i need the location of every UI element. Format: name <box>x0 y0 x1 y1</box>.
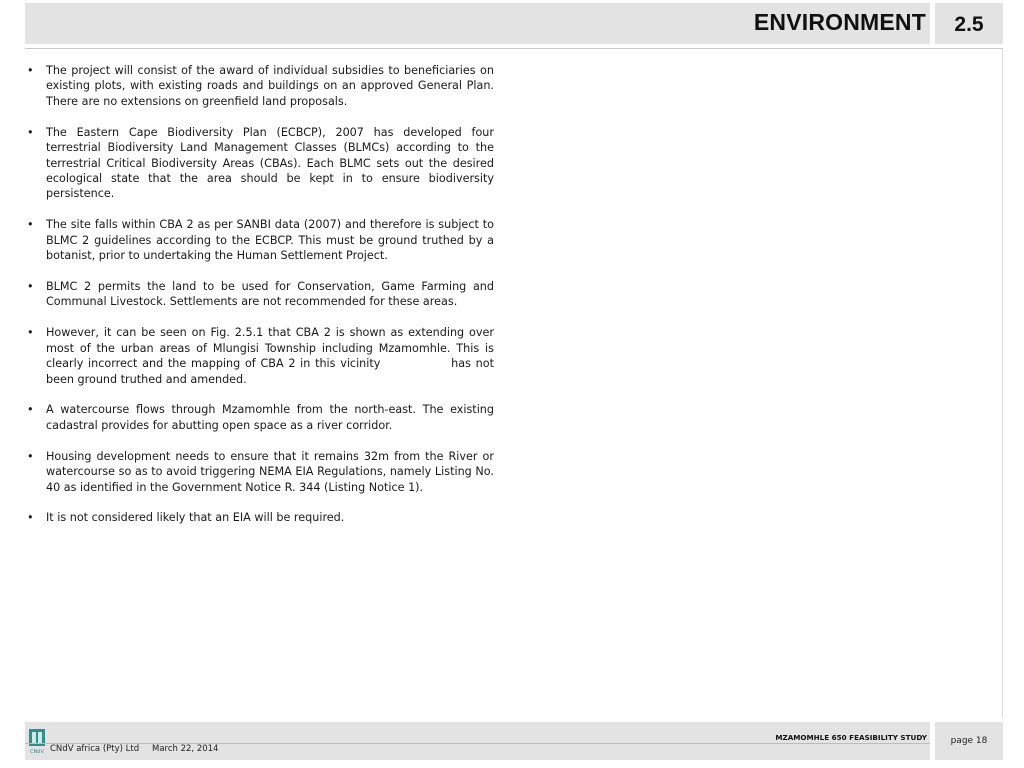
bullet-item <box>27 217 494 263</box>
bullet-icon: • <box>27 64 34 77</box>
bullet-text: It is not considered likely that an EIA will be required. <box>46 511 345 525</box>
page-number-box <box>935 722 1003 760</box>
bullet-icon: • <box>27 125 34 139</box>
bullet-item <box>27 279 494 310</box>
logo-stripe <box>32 732 36 743</box>
bullet-text: BLMC 2 permits the land to be used for Conservation, Game Farming and Communal Livestock. Settlements are not recommended for these areas. <box>46 279 494 309</box>
bullet-item <box>27 63 494 109</box>
page-number: page 18 <box>950 736 988 746</box>
right-margin-divider <box>1002 48 1003 718</box>
study-title: MZAMOMHLE 650 FEASIBILITY STUDY <box>775 733 927 742</box>
section-box <box>935 3 1003 44</box>
bullet-icon: • <box>27 326 34 340</box>
header-divider <box>25 48 1003 49</box>
footer-bar <box>25 722 930 760</box>
logo-stripe <box>38 732 42 743</box>
bullet-item <box>27 325 498 387</box>
bullet-text: Housing development needs to ensure that it remains 32m from the River or watercourse so as to avoid triggering NEMA EIA Regulations, namely Listing No. 40 as identified in the Government Notice R. 344 (Listing Notice 1). <box>46 449 494 494</box>
bullet-icon: • <box>27 218 34 232</box>
bullet-item <box>27 125 494 202</box>
bullet-text: The project will consist of the award of individual subsidies to beneficiaries on existing plots, with existing roads and buildings on an approved General Plan. There are no extensions on greenfield land proposals. <box>46 64 494 108</box>
bullet-icon: • <box>27 449 34 463</box>
bullet-text: The Eastern Cape Biodiversity Plan (ECBCP), 2007 has developed four terrestrial Biodiversity Land Management Classes (BLMCs) according to the terrestrial Critical Biodiversity Areas (CBAs). Each BLMC sets out the desired ecological state that the area should be kept in to ensure biodiversity persistence. <box>46 125 494 201</box>
bullet-icon: • <box>27 403 34 417</box>
logo-text: CNdV <box>30 749 44 755</box>
page-title: ENVIRONMENT <box>753 9 926 35</box>
company-name: CNdV africa (Pty) Ltd <box>50 744 140 754</box>
bullet-icon: • <box>27 511 34 525</box>
bullet-icon: • <box>27 279 34 293</box>
bullet-item <box>27 510 494 525</box>
bullet-list <box>27 63 498 541</box>
header-bar <box>25 3 930 44</box>
document-date: March 22, 2014 <box>152 744 219 754</box>
bullet-text: A watercourse flows through Mzamomhle from the north-east. The existing cadastral provides for abutting open space as a river corridor. <box>46 403 494 432</box>
bullet-item <box>27 449 494 495</box>
section-number: 2.5 <box>954 13 984 36</box>
bullet-item <box>27 402 494 433</box>
company-logo-icon <box>28 728 46 756</box>
bullet-text: The site falls within CBA 2 as per SANBI data (2007) and therefore is subject to BLMC 2 guidelines according to the ECBCP. This must be ground truthed by a botanist, prior to undertaking the Human Settlement Project. <box>46 218 494 263</box>
bullet-text: However, it can be seen on Fig. 2.5.1 that CBA 2 is shown as extending over most of the urban areas of Mlungisi Township including Mzamomhle. This is clearly incorrect and the mapping of CBA 2 in this vicinity has not been ground truthed and amended. <box>46 326 498 386</box>
